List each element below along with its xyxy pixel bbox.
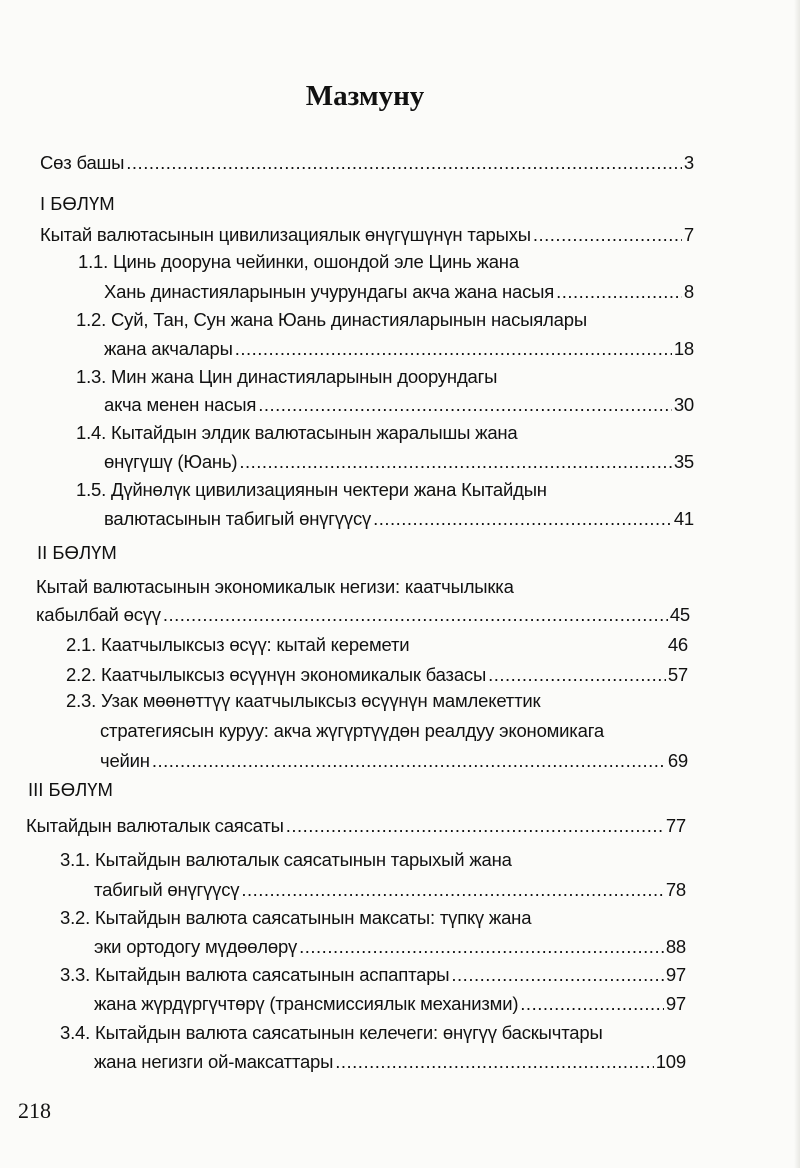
- dot-leader: [533, 224, 682, 246]
- toc-item[interactable]: [66, 664, 688, 686]
- toc-page-number: 8: [683, 281, 694, 302]
- dot-leader: [152, 750, 666, 772]
- toc-item[interactable]: [94, 993, 686, 1015]
- toc-item[interactable]: [60, 964, 686, 986]
- toc-entry-text: Сөз башы: [40, 152, 125, 173]
- dot-leader: [520, 993, 664, 1015]
- toc-item-line[interactable]: 2.3. Узак мөөнөттүү каатчылыксыз өсүүнүн мамлекеттик: [66, 690, 541, 711]
- toc-entry-text: эки ортодогу мүдөөлөрү: [94, 936, 298, 957]
- toc-item-line[interactable]: 1.5. Дүйнөлүк цивилизациянын чектери жана Кытайдын: [76, 479, 547, 500]
- toc-item[interactable]: [104, 281, 694, 303]
- toc-item[interactable]: [94, 936, 686, 958]
- toc-chapter-heading[interactable]: [36, 604, 690, 626]
- toc-item-line[interactable]: стратегиясын куруу: акча жүгүртүүдөн реалдуу экономикага: [100, 720, 604, 741]
- part-label: III БӨЛҮМ: [28, 779, 113, 800]
- toc-page-number: 57: [667, 664, 688, 685]
- toc-item[interactable]: [104, 394, 694, 416]
- toc-page-number: 45: [669, 604, 690, 625]
- dot-leader: [239, 451, 671, 473]
- toc-page-number: 97: [665, 964, 686, 985]
- toc-entry-text: 3.3. Кытайдын валюта саясатынын аспаптары: [60, 964, 450, 985]
- toc-page-number: 7: [683, 224, 694, 245]
- toc-item[interactable]: [94, 1051, 686, 1073]
- toc-page-number: 46: [667, 634, 688, 655]
- toc-page-number: 3: [683, 152, 694, 173]
- toc-entry-text: өнүгүшү (Юань): [104, 451, 238, 472]
- toc-entry-text: чейин: [100, 750, 150, 771]
- toc-page-number: 18: [673, 338, 694, 359]
- toc-page-number: 78: [665, 879, 686, 900]
- toc-entry-text: жана негизги ой-максаттары: [94, 1051, 334, 1072]
- dot-leader: [235, 338, 672, 360]
- toc-entry-text: кабылбай өсүү: [36, 604, 161, 625]
- dot-leader: [488, 664, 666, 686]
- toc-item-line[interactable]: 1.2. Суй, Тан, Сун жана Юань династияларынын насыялары: [76, 309, 587, 330]
- page-edge-shadow: [794, 0, 800, 1168]
- dot-leader: [241, 879, 664, 901]
- toc-item-line[interactable]: 1.4. Кытайдын элдик валютасынын жаралышы жана: [76, 422, 518, 443]
- dot-leader: [126, 152, 682, 174]
- toc-chapter-heading[interactable]: [40, 224, 694, 246]
- toc-page-number: 41: [673, 508, 694, 529]
- toc-item[interactable]: [104, 338, 694, 360]
- dot-leader: [335, 1051, 653, 1073]
- dot-leader: [163, 604, 668, 626]
- toc-entry-text: табигый өнүгүүсү: [94, 879, 240, 900]
- toc-item-line[interactable]: 1.1. Цинь дооруна чейинки, ошондой эле Цинь жана: [78, 251, 519, 272]
- toc-page-number: 77: [665, 815, 686, 836]
- toc-page-number: 97: [665, 993, 686, 1014]
- dot-leader: [299, 936, 664, 958]
- toc-page-number: 88: [665, 936, 686, 957]
- page-number: 218: [18, 1098, 51, 1123]
- toc-item[interactable]: [66, 634, 688, 656]
- toc-chapter-heading[interactable]: [26, 815, 686, 837]
- toc-item-line[interactable]: 3.4. Кытайдын валюта саясатынын келечеги: өнүгүү баскычтары: [60, 1022, 603, 1043]
- toc-entry-text: 2.1. Каатчылыксыз өсүү: кытай керемети: [66, 634, 410, 655]
- toc-entry-text: жана жүрдүргүчтөрү (трансмиссиялык механизми): [94, 993, 519, 1014]
- toc-entry-text: Хань династияларынын учурундагы акча жана насыя: [104, 281, 555, 302]
- dot-leader: [286, 815, 664, 837]
- toc-page-number: 35: [673, 451, 694, 472]
- toc-item[interactable]: [100, 750, 688, 772]
- dot-leader: [451, 964, 663, 986]
- toc-entry-text: Кытайдын валюталык саясаты: [26, 815, 284, 836]
- toc-entry-text: 2.2. Каатчылыксыз өсүүнүн экономикалык базасы: [66, 664, 487, 685]
- toc-entry-text: жана акчалары: [104, 338, 233, 359]
- toc-item[interactable]: [104, 508, 694, 530]
- page-title: Мазмуну: [305, 80, 425, 112]
- dot-leader: [258, 394, 672, 416]
- toc-page-number: 109: [655, 1051, 686, 1072]
- part-label: I БӨЛҮМ: [40, 193, 115, 214]
- toc-entry-text: валютасынын табигый өнүгүүсү: [104, 508, 372, 529]
- toc-entry-preface[interactable]: [40, 152, 694, 174]
- toc-page-number: 69: [667, 750, 688, 771]
- toc-page-number: 30: [673, 394, 694, 415]
- toc-item[interactable]: [94, 879, 686, 901]
- toc-item-line[interactable]: 3.2. Кытайдын валюта саясатынын максаты: түпкү жана: [60, 907, 532, 928]
- toc-chapter-heading-line[interactable]: Кытай валютасынын экономикалык негизи: каатчылыкка: [36, 576, 514, 597]
- toc-item[interactable]: [104, 451, 694, 473]
- part-label: II БӨЛҮМ: [37, 542, 117, 563]
- toc-entry-text: Кытай валютасынын цивилизациялык өнүгүшүнүн тарыхы: [40, 224, 531, 245]
- toc-item-line[interactable]: 1.3. Мин жана Цин династияларынын доорундагы: [76, 366, 498, 387]
- toc-entry-text: акча менен насыя: [104, 394, 257, 415]
- toc-item-line[interactable]: 3.1. Кытайдын валюталык саясатынын тарыхый жана: [60, 849, 512, 870]
- dot-leader: [556, 281, 682, 303]
- dot-leader: [373, 508, 672, 530]
